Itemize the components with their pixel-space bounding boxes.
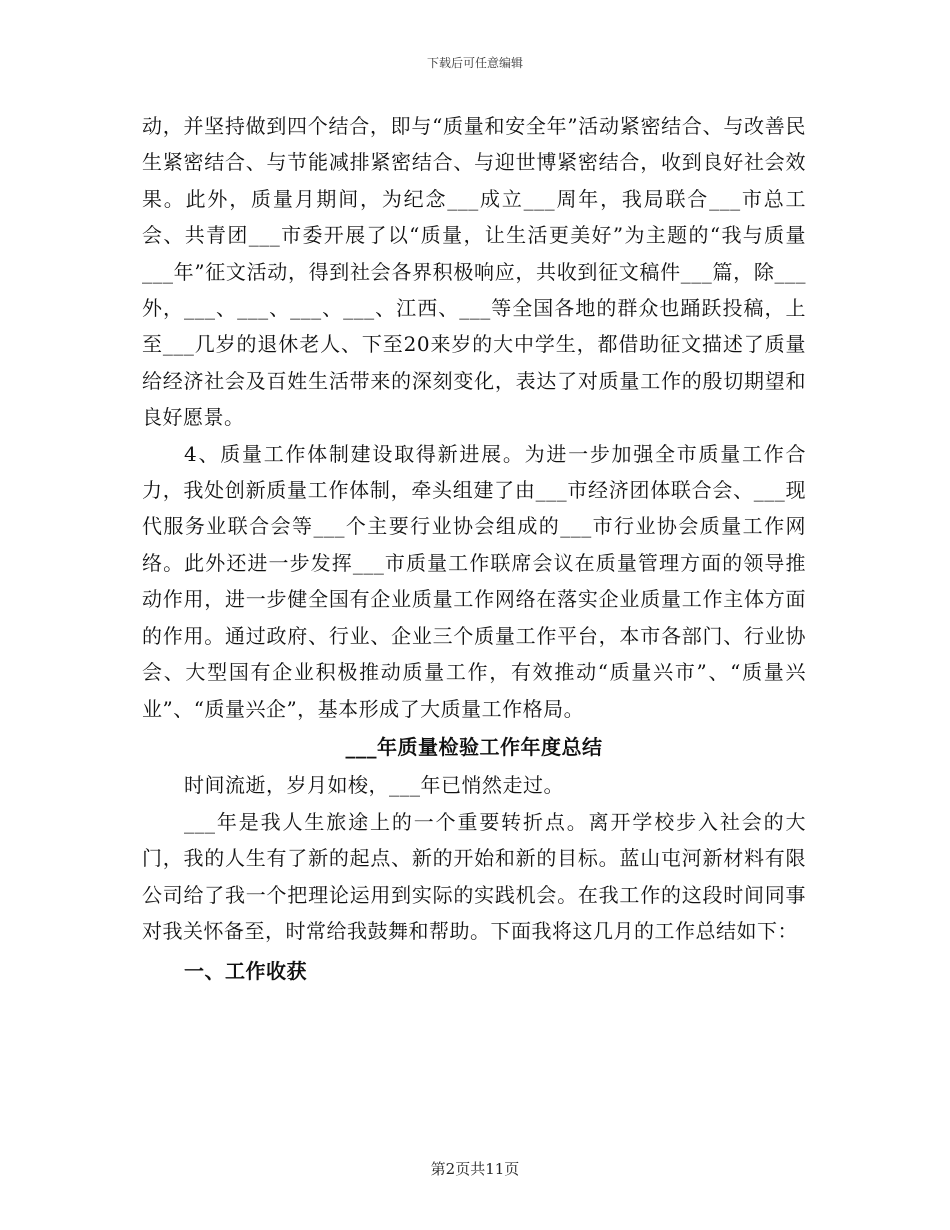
paragraph-turning-point: ___年是我人生旅途上的一个重要转折点。离开学校步入社会的大门，我的人生有了新的起点、新的开始和新的目标。蓝山屯河新材料有限公司给了我一个把理论运用到实际的实践机会。在我工作的这段时间同事对我关怀备至，时常给我鼓舞和帮助。下面我将这几月的工作总结如下： xyxy=(142,809,806,943)
paragraph-quality-system: 4、质量工作体制建设取得新进展。为进一步加强全市质量工作合力，我处创新质量工作体制，牵头组建了由___市经济团体联合会、___现代服务业联合会等___个主要行业协会组成的___市行业协会质量工作网络。此外还进一步发挥___市质量工作联席会议在质量管理方面的领导推动作用，进一步健全国有企业质量工作网络在落实企业质量工作主体方面的作用。通过政府、行业、企业三个质量工作平台，本市各部门、行业协会、大型国有企业积极推动质量工作，有效推动“质量兴市”、“质量兴业”、“质量兴企”，基本形成了大质量工作格局。 xyxy=(142,441,806,721)
page-header-note: 下载后可任意编辑 xyxy=(426,56,523,70)
page-number: 第2页共11页 xyxy=(430,1160,520,1178)
document-body xyxy=(142,108,806,990)
paragraph-time-passing: 时间流逝，岁月如梭，___年已悄然走过。 xyxy=(184,773,564,798)
section-title: ___年质量检验工作年度总结 xyxy=(345,734,603,759)
subheading-work-gains: 一、工作收获 xyxy=(184,959,307,984)
paragraph-continued: 动，并坚持做到四个结合，即与“质量和安全年”活动紧密结合、与改善民生紧密结合、与节能减排紧密结合、与迎世博紧密结合，收到良好社会效果。此外，质量月期间，为纪念___成立___周年，我局联合___市总工会、共青团___市委开展了以“质量，让生活更美好”为主题的“我与质量___年”征文活动，得到社会各界积极响应，共收到征文稿件___篇，除___外，___、___、___、___、江西、___等全国各地的群众也踊跃投稿，上至___几岁的退休老人、下至20来岁的大中学生，都借助征文描述了质量给经济社会及百姓生活带来的深刻变化，表达了对质量工作的殷切期望和良好愿景。 xyxy=(142,114,806,430)
